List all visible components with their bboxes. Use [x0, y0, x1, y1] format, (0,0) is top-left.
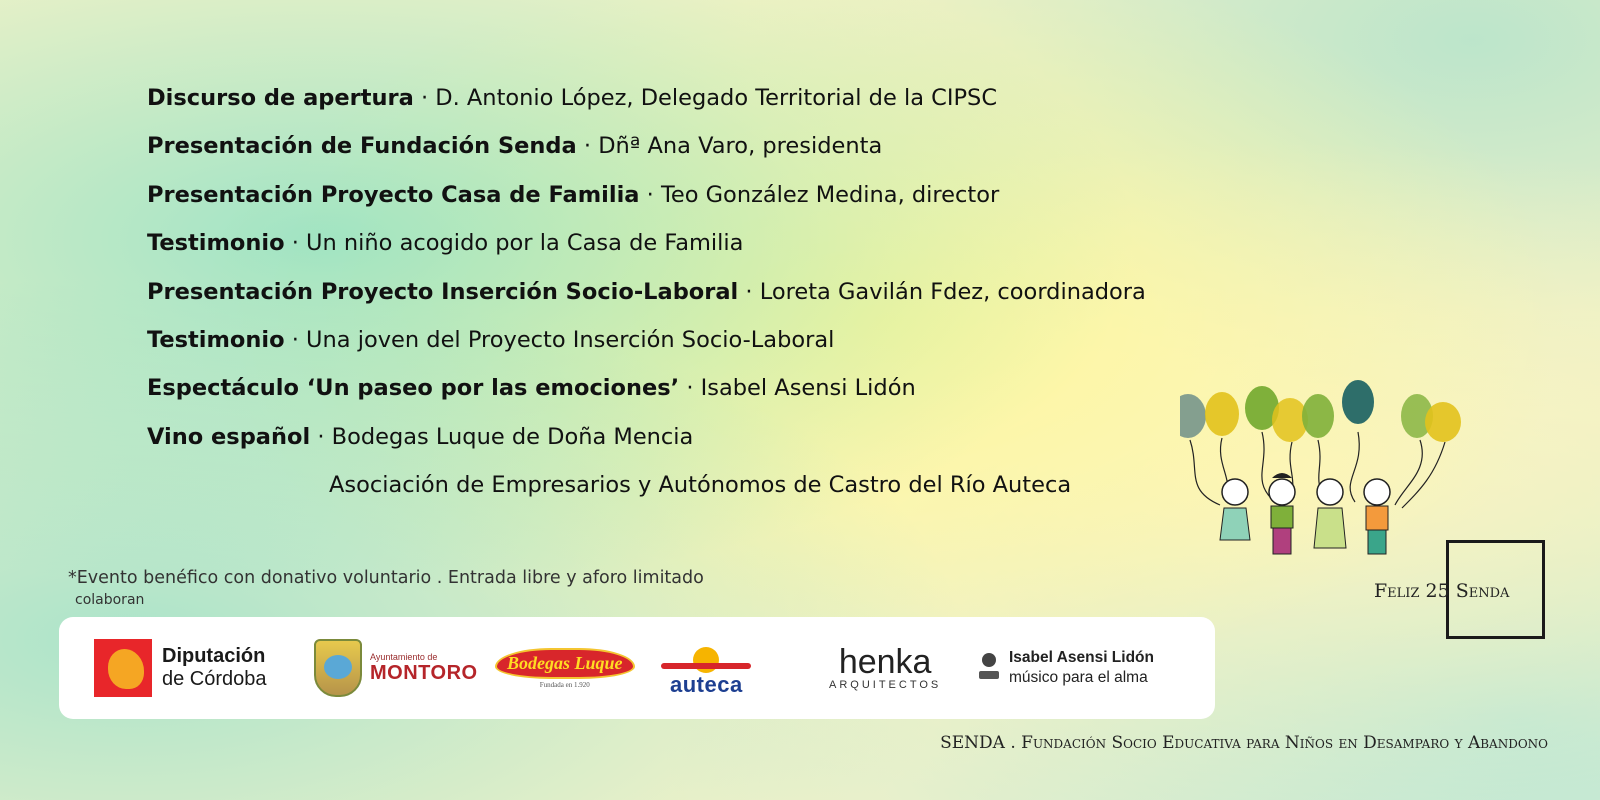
- program-item-title: Espectáculo ‘Un paseo por las emociones’: [147, 375, 680, 402]
- isabel-text: [1009, 648, 1154, 688]
- program-item: [147, 122, 1207, 170]
- colaboran-label: colaboran: [75, 592, 145, 608]
- program-item: [147, 171, 1207, 219]
- program-item-detail: · Isabel Asensi Lidón: [679, 375, 916, 402]
- program-item-title: Presentación Proyecto Casa de Familia: [147, 181, 640, 208]
- isabel-name: Isabel Asensi Lidón: [1009, 649, 1154, 666]
- balloon-icon: [1205, 392, 1239, 436]
- program-item-detail: · Una joven del Proyecto Inserción Socio-Laboral: [284, 327, 835, 354]
- isabel-tagline: músico para el alma: [1009, 669, 1148, 686]
- sponsor-logo-panel: [59, 617, 1215, 719]
- program-item: [147, 413, 1207, 461]
- program-extra-sponsor: Asociación de Empresarios y Autónomos de Castro del Río Auteca: [329, 472, 1072, 499]
- program-list: [147, 74, 1207, 509]
- program-item-detail: · Teo González Medina, director: [639, 181, 1000, 208]
- program-item: [147, 74, 1207, 122]
- diputacion-text: [162, 645, 267, 691]
- diputacion-cordoba-logo: [94, 617, 267, 719]
- bodegas-luque-logo: [495, 617, 635, 719]
- program-item-title: Presentación de Fundación Senda: [147, 133, 577, 160]
- program-item-detail: · Un niño acogido por la Casa de Familia: [284, 230, 744, 257]
- balloon-icon: [1180, 394, 1206, 438]
- auteca-name: auteca: [670, 672, 743, 697]
- diputacion-line1: Diputación: [162, 645, 266, 667]
- diputacion-line2: de Córdoba: [162, 668, 267, 690]
- balloon-icon: [1342, 380, 1374, 424]
- wing-bar-icon: [661, 663, 751, 669]
- henka-logo: [829, 617, 941, 719]
- montoro-small-text: Ayuntamiento de: [370, 651, 438, 662]
- program-item: [147, 268, 1207, 316]
- montoro-text: [370, 652, 478, 685]
- coat-of-arms-icon: [314, 639, 362, 697]
- children-figures: [1220, 473, 1390, 554]
- balloon-icon: [1302, 394, 1334, 438]
- henka-name: henka: [838, 643, 932, 681]
- montoro-big-text: MONTORO: [370, 661, 478, 684]
- program-item-detail: · Loreta Gavilán Fdez, coordinadora: [738, 278, 1146, 305]
- bodegas-luque-sub: Fundada en 1.920: [539, 680, 590, 689]
- footer-tagline: SENDA . Fundación Socio Educativa para Niños en Desamparo y Abandono: [940, 733, 1548, 753]
- program-item: [147, 219, 1207, 267]
- event-note: *Evento benéfico con donativo voluntario . Entrada libre y aforo limitado: [68, 568, 704, 588]
- sun-icon: [693, 647, 719, 673]
- auteca-logo: [656, 617, 756, 719]
- program-item-title: Testimonio: [147, 327, 285, 354]
- program-item-title: Testimonio: [147, 230, 285, 257]
- program-item-detail: · D. Antonio López, Delegado Territorial de la CIPSC: [413, 85, 998, 111]
- henka-sub: ARQUITECTOS: [829, 679, 942, 691]
- program-item-detail: · Dñª Ana Varo, presidenta: [576, 133, 883, 160]
- program-item-title: Presentación Proyecto Inserción Socio-Laboral: [147, 278, 739, 305]
- badge-text: Feliz 25 Senda: [1374, 580, 1510, 602]
- program-item: [147, 364, 1207, 412]
- program-item-detail: · Bodegas Luque de Doña Mencia: [310, 423, 694, 450]
- montoro-logo: [314, 617, 478, 719]
- program-item: [147, 316, 1207, 364]
- program-item-title: Vino español: [147, 423, 311, 450]
- lion-emblem-icon: [94, 639, 152, 697]
- balloon-icon: [1425, 402, 1461, 442]
- isabel-asensi-logo: [979, 617, 1154, 719]
- balloons: [1180, 380, 1461, 442]
- program-item-title: Discurso de apertura: [147, 85, 414, 111]
- bodegas-luque-name: Bodegas Luque: [495, 648, 635, 679]
- performer-icon: [979, 653, 999, 683]
